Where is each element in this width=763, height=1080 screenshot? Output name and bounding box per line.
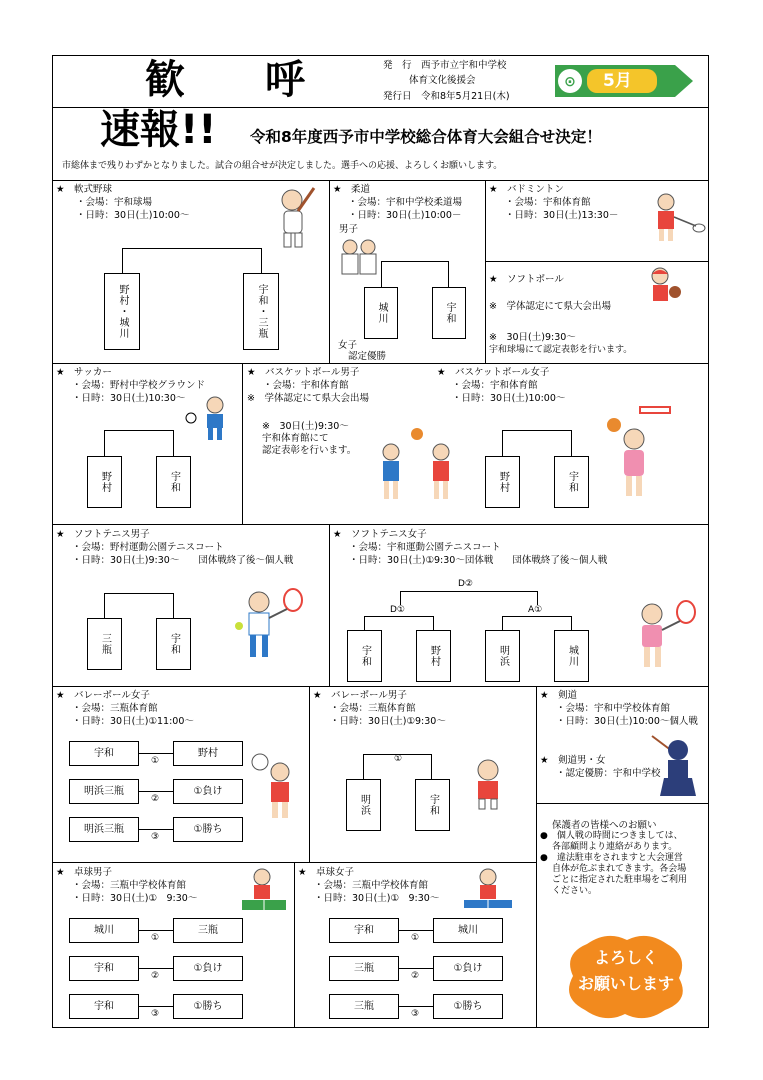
bball-girls-illustration xyxy=(600,405,672,501)
tt-girls-row3-a: 三瓶 xyxy=(329,994,399,1019)
tt-boys-illustration xyxy=(240,868,288,914)
baseball-team-left: 野村・城川 xyxy=(104,273,140,350)
kendo-venue: ・会場：宇和中学校体育館 xyxy=(556,703,671,714)
volley-girls-title: ★ バレーボール女子 xyxy=(56,690,150,701)
volley-boys-match-num: ① xyxy=(394,754,403,764)
bball-girls-team-left: 野村 xyxy=(485,456,520,508)
tt-girls-title: ★ 卓球女子 xyxy=(298,867,355,878)
softball-note3: 宇和球場にて認定表彰を行います。 xyxy=(489,345,633,355)
tennis-girls-team-3: 明浜 xyxy=(485,630,520,682)
headline: 令和8年度西予市中学校総合体育大会組合せ決定！ xyxy=(250,128,602,146)
notice-line6: ください。 xyxy=(552,886,598,896)
month-badge-label: 5月 xyxy=(603,71,632,91)
tennis-girls-team-1: 宇和 xyxy=(347,630,382,682)
tt-girls-row1-num: ① xyxy=(411,933,420,943)
tennis-girls-date: ・日時：30日(土)①9:30～団体戦 団体戦終了後～個人戦 xyxy=(349,555,608,566)
judo-boys-label: 男子 xyxy=(339,224,359,235)
judo-illustration xyxy=(338,238,380,278)
tennis-boys-team-left: 三瓶 xyxy=(87,618,122,670)
volley-girls-row2-b: ①負け xyxy=(173,779,243,804)
volley-boys-venue: ・会場：三瓶体育館 xyxy=(330,703,416,714)
tt-boys-row3-a: 宇和 xyxy=(69,994,139,1019)
tt-girls-row3-num: ③ xyxy=(411,1009,420,1019)
tt-girls-row2-a: 三瓶 xyxy=(329,956,399,981)
baseball-title: ★ 軟式野球 xyxy=(56,184,113,195)
notice-line5: ごとに指定された駐車場をご利用 xyxy=(552,875,688,885)
volley-girls-row3-b: ①勝ち xyxy=(173,817,243,842)
tt-boys-title: ★ 卓球男子 xyxy=(56,867,113,878)
judo-title: ★ 柔道 xyxy=(333,184,371,195)
tennis-girls-semi-right-label: A① xyxy=(528,605,543,615)
baseball-venue: ・会場：宇和球場 xyxy=(76,197,153,208)
tennis-girls-team-4: 城川 xyxy=(554,630,589,682)
bball-boys-note3: 宇和体育館にて xyxy=(262,433,329,444)
tt-boys-row1-a: 城川 xyxy=(69,918,139,943)
bball-girls-team-right: 宇和 xyxy=(554,456,589,508)
volley-girls-illustration xyxy=(250,752,302,822)
soccer-illustration xyxy=(185,396,235,442)
volley-girls-row2-num: ② xyxy=(151,794,160,804)
tt-boys-venue: ・会場：三瓶中学校体育館 xyxy=(72,880,187,891)
volley-boys-illustration xyxy=(458,756,514,812)
volley-boys-title: ★ バレーボール男子 xyxy=(313,690,407,701)
volley-girls-row3-a: 明浜三瓶 xyxy=(69,817,139,842)
tt-boys-row2-a: 宇和 xyxy=(69,956,139,981)
tennis-boys-date: ・日時：30日(土)9:30～ 団体戦終了後～個人戦 xyxy=(72,555,294,566)
publisher-line1: 発 行 西予市立宇和中学校 xyxy=(383,60,507,71)
tt-girls-illustration xyxy=(460,868,516,914)
tt-boys-row3-num: ③ xyxy=(151,1009,160,1019)
tennis-girls-title: ★ ソフトテニス女子 xyxy=(333,529,427,540)
tt-girls-date: ・日時：30日(土)① 9:30～ xyxy=(314,893,440,904)
volley-girls-row2-a: 明浜三瓶 xyxy=(69,779,139,804)
softball-note2: ※ 30日(土)9:30～ xyxy=(489,332,576,343)
soccer-title: ★ サッカー xyxy=(56,367,112,378)
bball-girls-date: ・日時：30日(土)10:00～ xyxy=(452,393,566,404)
baseball-team-right: 宇和・三瓶 xyxy=(243,273,279,350)
notice-line1: ● 個人戦の時間につきましては、 xyxy=(540,831,683,841)
soccer-team-left: 野村 xyxy=(87,456,122,508)
tt-girls-row2-num: ② xyxy=(411,971,420,981)
notice-line3: ● 違法駐車をされますと大会運営 xyxy=(540,853,683,863)
intro-text: 市総体まで残りわずかとなりました。試合の組合せが決定しました。選手への応援、よろしくお願いします。 xyxy=(62,161,503,171)
volley-boys-team-right: 宇和 xyxy=(415,779,450,831)
volley-girls-row1-num: ① xyxy=(151,756,160,766)
title-sub: 速報!! xyxy=(100,107,217,153)
footer-greeting-line2: お願いします xyxy=(577,974,674,993)
tennis-girls-final-label: D② xyxy=(458,579,473,589)
badminton-venue: ・会場：宇和体育館 xyxy=(505,197,591,208)
judo-girls-note: 認定優勝 xyxy=(348,351,387,362)
tt-girls-row1-a: 宇和 xyxy=(329,918,399,943)
softball-title: ★ ソフトボール xyxy=(489,274,564,285)
baseball-player-illustration xyxy=(268,186,318,252)
issue-date: 発行日 令和8年5月21日(木) xyxy=(383,91,510,102)
tennis-girls-venue: ・会場：宇和運動公園テニスコート xyxy=(349,542,501,553)
softball-illustration xyxy=(645,266,685,310)
tt-boys-row2-num: ② xyxy=(151,971,160,981)
bball-girls-title: ★ バスケットボール女子 xyxy=(437,367,550,378)
tennis-girls-illustration xyxy=(628,600,700,672)
judo-date: ・日時：30日(土)10:00－ xyxy=(348,210,462,221)
notice-line2: 各部顧問より連絡があります。 xyxy=(552,842,678,852)
volley-girls-venue: ・会場：三瓶体育館 xyxy=(72,703,158,714)
tt-boys-row2-b: ①負け xyxy=(173,956,243,981)
badminton-date: ・日時：30日(土)13:30－ xyxy=(505,210,619,221)
badminton-title: ★ バドミントン xyxy=(489,184,564,195)
tennis-girls-team-2: 野村 xyxy=(416,630,451,682)
tennis-girls-semi-left-label: D① xyxy=(390,605,405,615)
tt-boys-row1-b: 三瓶 xyxy=(173,918,243,943)
softball-note: ※ 学体認定にて県大会出場 xyxy=(489,301,611,312)
volley-girls-row1-a: 宇和 xyxy=(69,741,139,766)
tennis-boys-illustration xyxy=(235,588,307,664)
tt-girls-row3-b: ①勝ち xyxy=(433,994,503,1019)
volley-girls-row3-num: ③ xyxy=(151,832,160,842)
kendo-illustration xyxy=(650,732,700,798)
soccer-date: ・日時：30日(土)10:30～ xyxy=(72,393,186,404)
bball-boys-title: ★ バスケットボール男子 xyxy=(247,367,360,378)
tennis-boys-venue: ・会場：野村運動公園テニスコート xyxy=(72,542,224,553)
publisher-line2: 体育文化後援会 xyxy=(409,75,476,86)
bball-boys-note4: 認定表彰を行います。 xyxy=(262,445,357,456)
bball-girls-venue: ・会場：宇和体育館 xyxy=(452,380,538,391)
volley-boys-date: ・日時：30日(土)①9:30～ xyxy=(330,716,446,727)
tt-girls-row1-b: 城川 xyxy=(433,918,503,943)
judo-team-right: 宇和 xyxy=(432,287,466,339)
bball-boys-note2: ※ 30日(土)9:30～ xyxy=(262,421,349,432)
kendo-title2: ★ 剣道男・女 xyxy=(540,755,606,766)
badminton-illustration xyxy=(648,192,706,244)
kendo-title: ★ 剣道 xyxy=(540,690,578,701)
kendo-note: ・認定優勝：宇和中学校 xyxy=(556,768,661,779)
volley-boys-team-left: 明浜 xyxy=(346,779,381,831)
tt-boys-date: ・日時：30日(土)① 9:30～ xyxy=(72,893,198,904)
tt-boys-row3-b: ①勝ち xyxy=(173,994,243,1019)
judo-girls-label: 女子 xyxy=(338,340,358,351)
judo-team-left: 城川 xyxy=(364,287,398,339)
tt-girls-row2-b: ①負け xyxy=(433,956,503,981)
svg-text:⊙: ⊙ xyxy=(564,74,576,90)
volley-girls-row1-b: 野村 xyxy=(173,741,243,766)
tt-boys-row1-num: ① xyxy=(151,933,160,943)
baseball-date: ・日時：30日(土)10:00～ xyxy=(76,210,190,221)
tt-girls-venue: ・会場：三瓶中学校体育館 xyxy=(314,880,429,891)
notice-title: 保護者の皆様へのお願い xyxy=(552,820,657,831)
title-main: 歓 呼 xyxy=(145,57,305,103)
bball-boys-illustration xyxy=(375,428,465,504)
tennis-boys-title: ★ ソフトテニス男子 xyxy=(56,529,150,540)
volley-girls-date: ・日時：30日(土)①11:00～ xyxy=(72,716,194,727)
bball-boys-venue: ・会場：宇和体育館 xyxy=(263,380,349,391)
soccer-venue: ・会場：野村中学校グラウンド xyxy=(72,380,206,391)
month-badge xyxy=(555,63,695,99)
tennis-boys-team-right: 宇和 xyxy=(156,618,191,670)
soccer-team-right: 宇和 xyxy=(156,456,191,508)
judo-venue: ・会場：宇和中学校柔道場 xyxy=(348,197,463,208)
footer-greeting-badge xyxy=(567,934,685,1018)
bball-boys-note: ※ 学体認定にて県大会出場 xyxy=(247,393,369,404)
footer-greeting-line1: よろしく xyxy=(593,948,658,967)
kendo-date: ・日時：30日(土)10:00～個人戦 xyxy=(556,716,698,727)
notice-line4: 自体が危ぶまれてきます。各会場 xyxy=(552,864,687,874)
